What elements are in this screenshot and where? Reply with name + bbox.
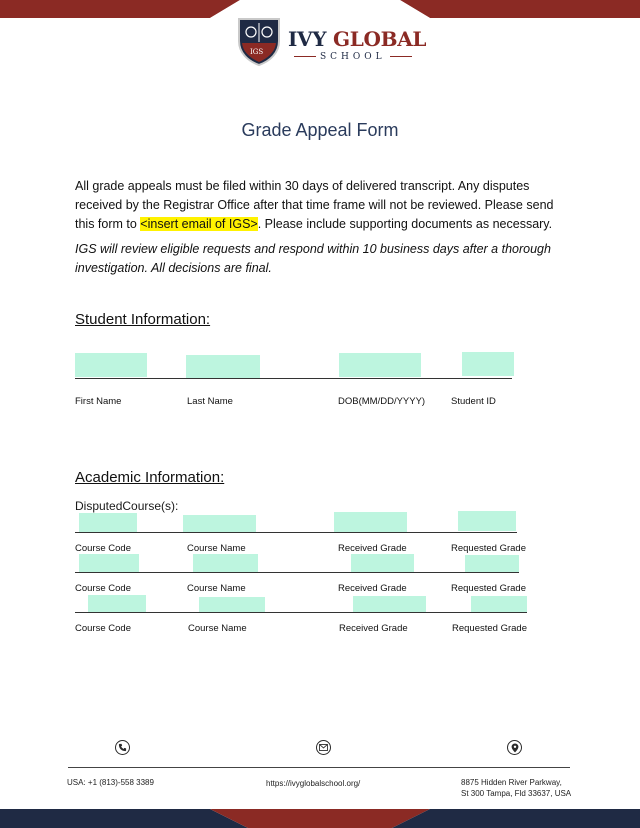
crest-text: IGS — [250, 48, 264, 56]
student-id-field[interactable] — [462, 352, 514, 376]
course-name-field[interactable] — [183, 515, 256, 533]
label-received-grade: Received Grade — [338, 583, 407, 594]
row-underline — [75, 532, 517, 533]
page-title: Grade Appeal Form — [241, 120, 399, 140]
brand-name-main: IVY — [288, 27, 327, 51]
crest-icon — [236, 15, 282, 67]
label-received-grade: Received Grade — [338, 543, 407, 554]
row-underline — [75, 612, 527, 613]
brand-name-accent: GLOBAL — [332, 27, 427, 51]
intro-paragraph — [75, 177, 570, 234]
label-requested-grade: Requested Grade — [451, 543, 526, 554]
label-course-code: Course Code — [75, 583, 131, 594]
requested-grade-field[interactable] — [465, 555, 519, 573]
footer-band — [0, 806, 640, 828]
course-name-field[interactable] — [199, 597, 265, 613]
review-note: IGS will review eligible requests and respond within 10 business days after a thorough investigation. All decisions are final. — [75, 242, 551, 275]
disputed-courses-label: DisputedCourse(s): — [75, 499, 179, 513]
student-underline — [75, 378, 512, 379]
email-placeholder: <insert email of IGS> — [140, 217, 258, 231]
email-icon — [316, 740, 331, 755]
label-first-name: First Name — [75, 396, 122, 407]
course-code-field[interactable] — [79, 554, 139, 572]
course-code-field[interactable] — [79, 513, 137, 532]
row-underline — [75, 572, 519, 573]
requested-grade-field[interactable] — [471, 596, 527, 613]
label-requested-grade: Requested Grade — [452, 623, 527, 634]
brand-name — [288, 27, 426, 51]
dob-field[interactable] — [339, 353, 421, 377]
label-requested-grade: Requested Grade — [451, 583, 526, 594]
received-grade-field[interactable] — [353, 596, 426, 613]
phone-icon — [115, 740, 130, 755]
intro-text-end: . Please include supporting documents as necessary. — [257, 217, 553, 231]
label-last-name: Last Name — [187, 396, 233, 407]
brand-logo — [236, 15, 427, 67]
label-student-id: Student ID — [451, 396, 496, 407]
label-course-name: Course Name — [187, 543, 246, 554]
label-received-grade: Received Grade — [339, 623, 408, 634]
label-dob: DOB(MM/DD/YYYY) — [338, 396, 426, 407]
label-course-name: Course Name — [187, 583, 246, 594]
intro-text: All grade appeals must be filed within 30 days of delivered transcript. Any disputes received by the Registrar Office after that time frame will not be reviewed. Please send this form to — [75, 179, 554, 231]
footer-address-line1: 8875 Hidden River Parkway, — [461, 778, 562, 787]
received-grade-field[interactable] — [334, 512, 407, 532]
footer-phone: USA: +1 (813)-558 3389 — [67, 778, 154, 787]
course-code-field[interactable] — [88, 595, 146, 612]
received-grade-field[interactable] — [351, 554, 414, 572]
last-name-field[interactable] — [186, 355, 260, 379]
label-course-code: Course Code — [75, 543, 131, 554]
academic-info-heading: Academic Information: — [75, 469, 225, 486]
footer-address-line2: St 300 Tampa, Fld 33637, USA — [461, 789, 572, 798]
footer-divider — [68, 767, 570, 768]
label-course-code: Course Code — [75, 623, 131, 634]
requested-grade-field[interactable] — [458, 511, 516, 531]
course-name-field[interactable] — [193, 554, 258, 572]
brand-subtitle: SCHOOL — [290, 52, 416, 62]
location-icon — [507, 740, 522, 755]
student-info-heading: Student Information: — [75, 311, 211, 328]
label-course-name: Course Name — [188, 623, 247, 634]
footer-website[interactable]: https://ivyglobalschool.org/ — [266, 779, 361, 788]
first-name-field[interactable] — [75, 353, 147, 377]
